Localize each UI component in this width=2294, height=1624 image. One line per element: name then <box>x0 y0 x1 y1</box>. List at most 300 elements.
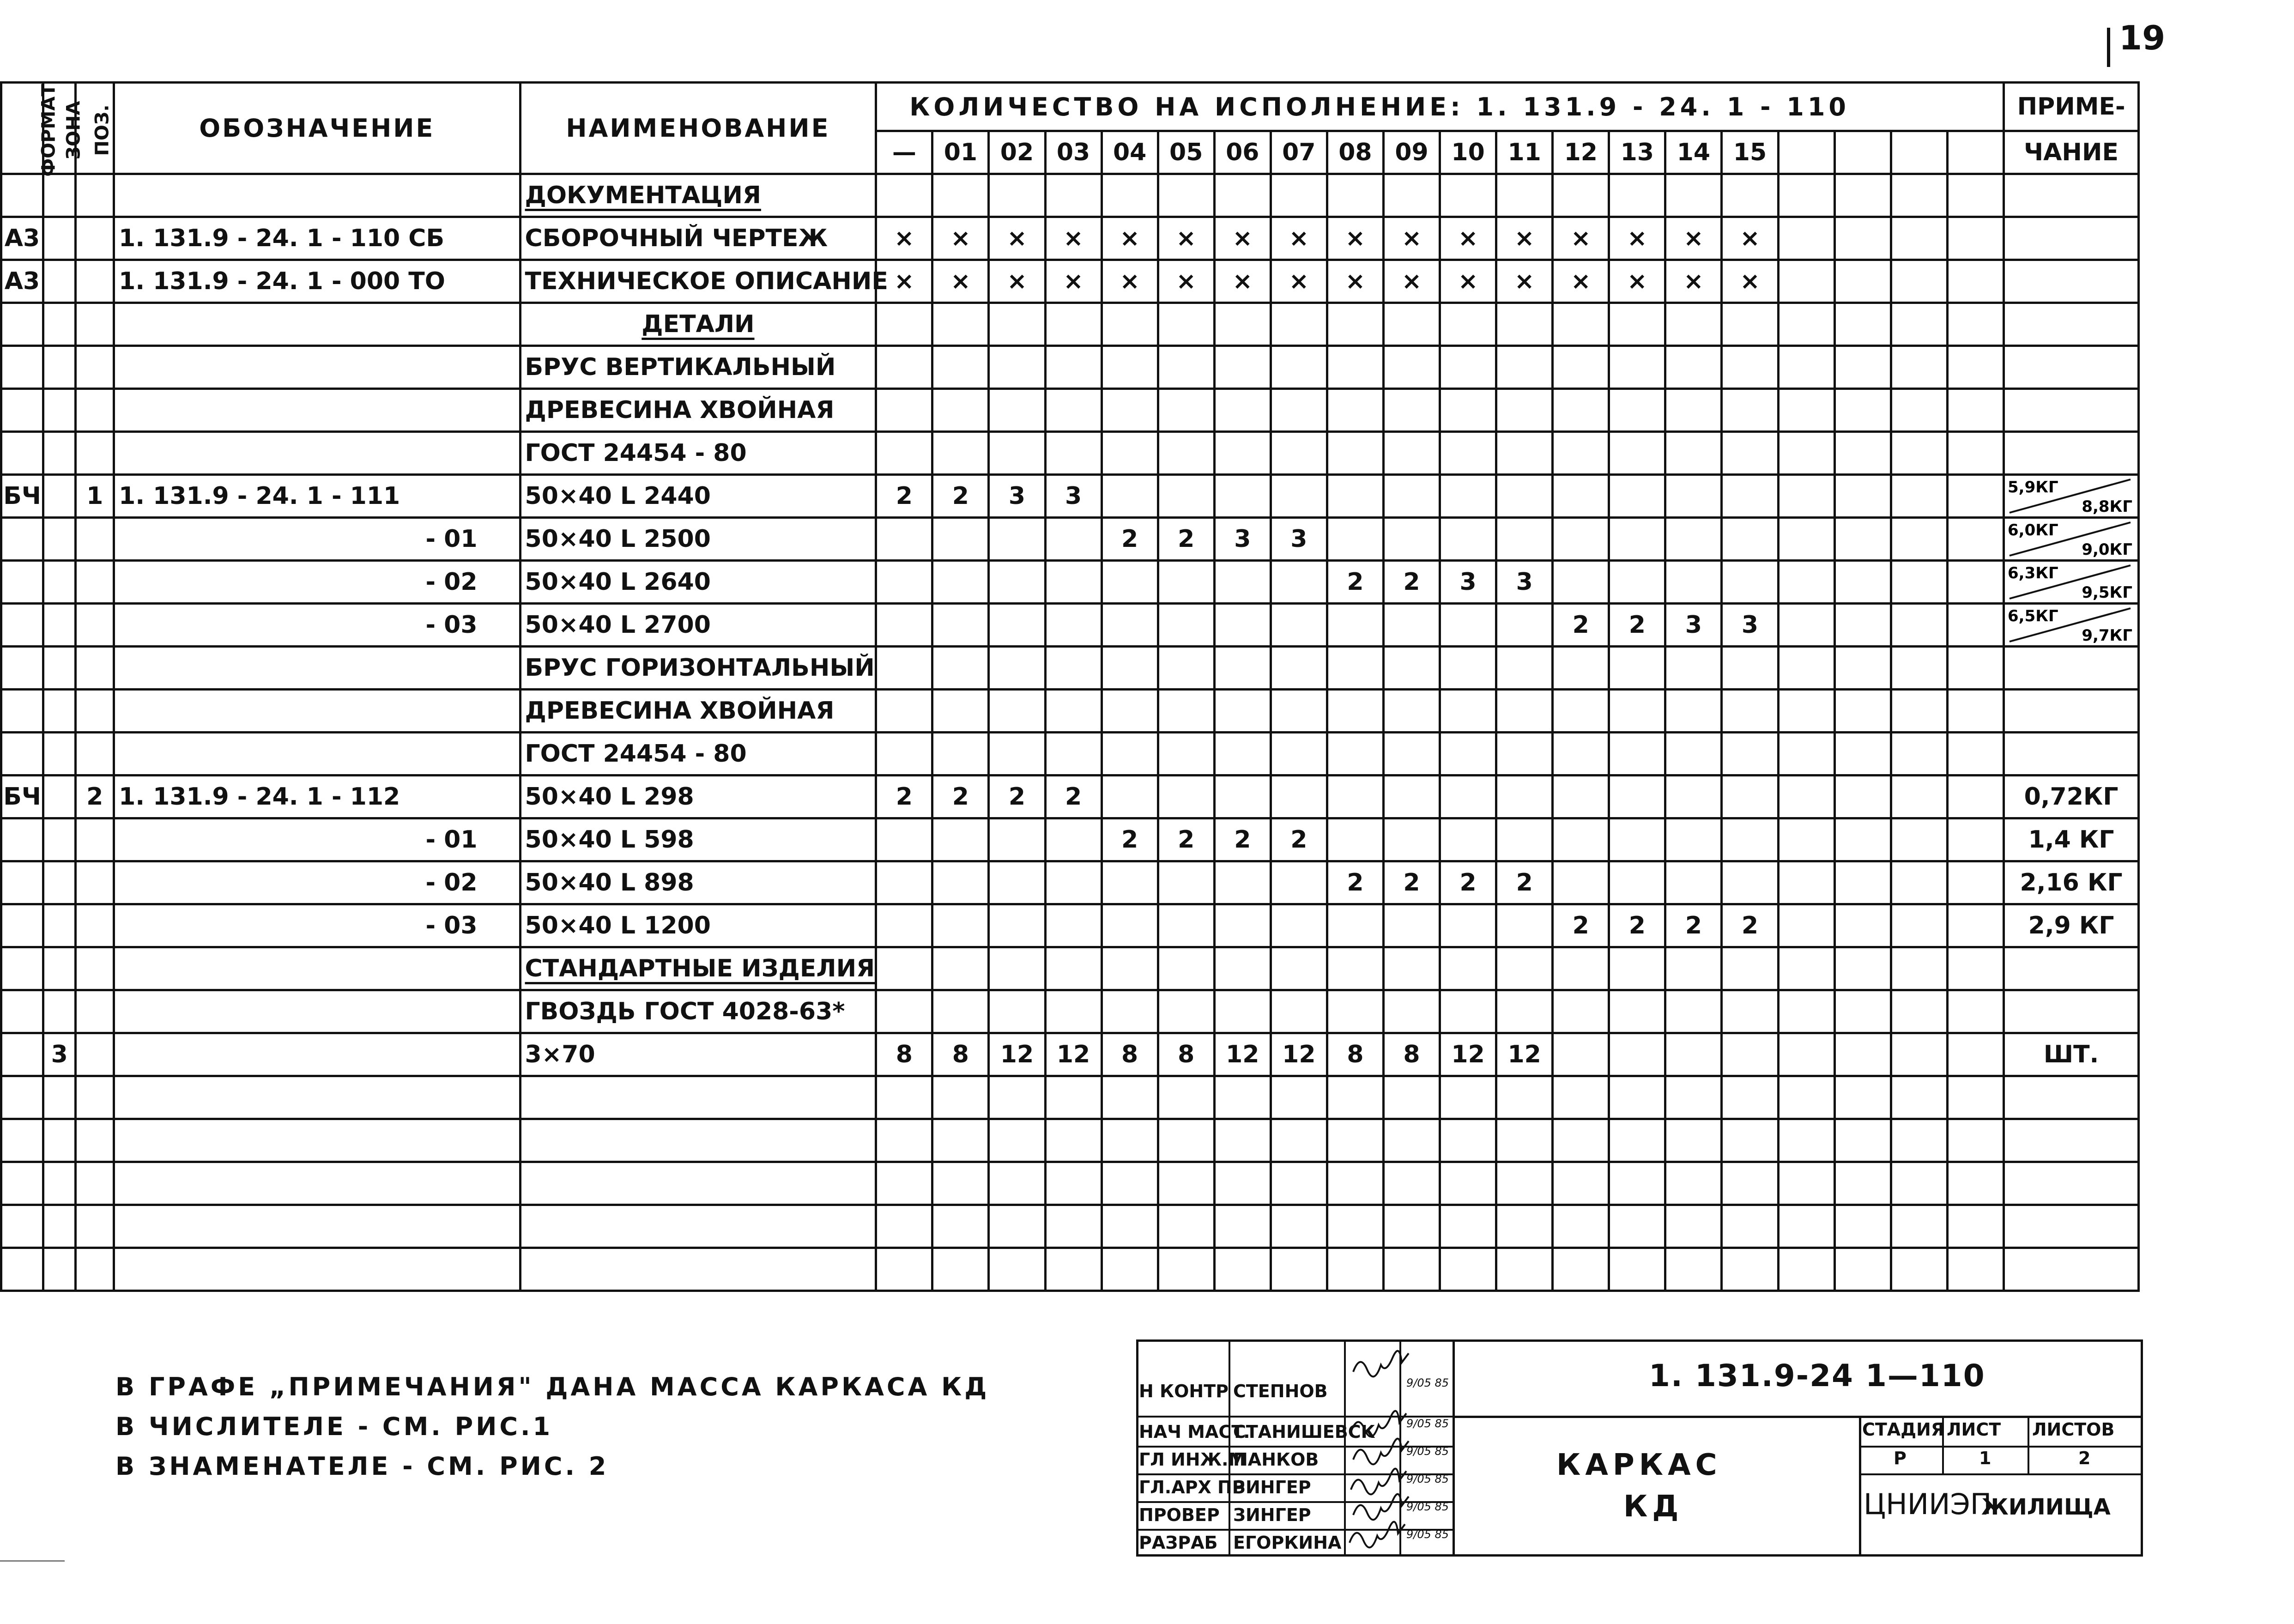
qty-cell <box>1327 346 1383 389</box>
qty-cell <box>1722 1119 1778 1162</box>
qty-cell <box>1947 776 2003 818</box>
qty-cell <box>1553 1162 1609 1205</box>
qty-cell <box>989 990 1045 1033</box>
qty-cell <box>1778 346 1834 389</box>
qty-cell <box>1778 1076 1834 1119</box>
qty-cell: × <box>1045 217 1102 260</box>
table-row <box>1 389 2139 432</box>
format-cell <box>1 1033 43 1076</box>
qty-cell <box>1271 475 1327 518</box>
weight-note-cell <box>2004 518 2139 561</box>
qty-cell <box>1665 690 1722 733</box>
qty-cell <box>1834 303 1891 346</box>
qty-cell <box>1271 389 1327 432</box>
qty-cell <box>1834 947 1891 990</box>
qty-cell <box>1214 604 1271 647</box>
note-cell <box>2004 647 2139 690</box>
table-row <box>1 260 2139 303</box>
name-cell <box>520 818 876 861</box>
qty-cell <box>1947 475 2003 518</box>
designation-cell <box>114 1033 520 1076</box>
qty-cell <box>1440 1162 1496 1205</box>
name-cell <box>520 733 876 776</box>
qty-cell <box>1947 389 2003 432</box>
qty-cell <box>1947 1162 2003 1205</box>
qty-cell <box>1609 518 1665 561</box>
qty-cell <box>1045 561 1102 604</box>
qty-cell <box>932 1248 989 1291</box>
qty-cell <box>1665 346 1722 389</box>
name-cell <box>520 861 876 904</box>
qty-cell <box>1722 776 1778 818</box>
format-cell <box>1 1162 43 1205</box>
qty-cell: × <box>1553 217 1609 260</box>
qty-cell <box>1045 346 1102 389</box>
qty-cell <box>1271 604 1327 647</box>
qty-cell <box>1327 389 1383 432</box>
designation-cell: 1. 131.9 - 24. 1 - 000 ТО <box>114 260 520 303</box>
qty-cell <box>1045 647 1102 690</box>
qty-cell <box>1440 389 1496 432</box>
qty-cell <box>989 904 1045 947</box>
note-cell <box>2004 260 2139 303</box>
format-cell <box>1 303 43 346</box>
qty-cell: 3 <box>1440 561 1496 604</box>
qty-cell: 3 <box>1496 561 1553 604</box>
name-text: 50×40 L 598 <box>525 826 694 854</box>
qty-cell <box>1778 818 1834 861</box>
variant-header <box>1891 131 1947 174</box>
pos-cell <box>76 389 114 432</box>
name-cell <box>520 389 876 432</box>
qty-cell <box>1214 776 1271 818</box>
zone-cell <box>43 518 76 561</box>
qty-cell <box>1665 1162 1722 1205</box>
qty-cell: 8 <box>1102 1033 1158 1076</box>
qty-cell <box>1722 990 1778 1033</box>
table-row <box>1 647 2139 690</box>
qty-cell: 3 <box>1045 475 1102 518</box>
pos-cell <box>76 518 114 561</box>
qty-cell <box>1834 475 1891 518</box>
qty-cell <box>1665 303 1722 346</box>
qty-cell <box>1214 1119 1271 1162</box>
name-cell <box>520 647 876 690</box>
qty-cell: 2 <box>1665 904 1722 947</box>
qty-cell <box>1440 303 1496 346</box>
qty-cell <box>1045 818 1102 861</box>
variant-header <box>1778 131 1834 174</box>
qty-cell <box>932 647 989 690</box>
qty-cell: × <box>1722 217 1778 260</box>
qty-cell <box>1327 647 1383 690</box>
qty-cell <box>1834 904 1891 947</box>
qty-cell <box>1891 475 1947 518</box>
qty-cell <box>1722 733 1778 776</box>
qty-cell <box>1553 733 1609 776</box>
qty-cell <box>1609 174 1665 217</box>
qty-cell <box>1496 1162 1553 1205</box>
qty-cell: × <box>1271 217 1327 260</box>
qty-cell <box>1947 346 2003 389</box>
pos-cell <box>76 1248 114 1291</box>
pos-cell <box>76 1162 114 1205</box>
qty-cell <box>1158 303 1214 346</box>
qty-cell <box>1045 1248 1102 1291</box>
qty-cell <box>1383 346 1440 389</box>
qty-cell <box>1102 733 1158 776</box>
qty-cell <box>1045 518 1102 561</box>
qty-cell <box>1383 690 1440 733</box>
qty-cell <box>1271 1076 1327 1119</box>
qty-cell <box>1214 1248 1271 1291</box>
qty-cell <box>1327 518 1383 561</box>
table-row <box>1 303 2139 346</box>
name-text: ГОСТ 24454 - 80 <box>525 439 747 467</box>
format-cell <box>1 174 43 217</box>
qty-cell <box>1778 561 1834 604</box>
qty-cell <box>1158 174 1214 217</box>
qty-cell <box>1271 1205 1327 1248</box>
note-line: В ГРАФЕ „ПРИМЕЧАНИЯ" ДАНА МАССА КАРКАСА КД <box>115 1372 990 1401</box>
pos-cell <box>76 861 114 904</box>
qty-cell <box>1214 432 1271 475</box>
qty-cell <box>1383 818 1440 861</box>
qty-cell <box>1158 990 1214 1033</box>
qty-cell <box>1214 947 1271 990</box>
qty-cell <box>1496 947 1553 990</box>
qty-cell <box>1158 776 1214 818</box>
qty-cell <box>1609 776 1665 818</box>
designation-cell: 1. 131.9 - 24. 1 - 110 СБ <box>114 217 520 260</box>
table-row <box>1 1033 2139 1076</box>
qty-cell <box>989 861 1045 904</box>
qty-cell <box>876 818 932 861</box>
designation-cell <box>114 174 520 217</box>
name-text: 50×40 L 898 <box>525 869 694 897</box>
qty-cell: × <box>876 217 932 260</box>
pos-cell <box>76 174 114 217</box>
qty-cell <box>1665 1076 1722 1119</box>
qty-cell <box>1440 1119 1496 1162</box>
stamp-date: 9/05 85 <box>1406 1528 1449 1541</box>
qty-cell <box>989 1119 1045 1162</box>
zone-cell <box>43 1076 76 1119</box>
specification-table <box>0 81 2140 1292</box>
pos-cell: 2 <box>76 776 114 818</box>
qty-cell <box>1102 861 1158 904</box>
qty-cell <box>932 604 989 647</box>
qty-cell <box>1158 1248 1214 1291</box>
qty-cell <box>1440 174 1496 217</box>
qty-cell <box>1271 947 1327 990</box>
qty-cell <box>1440 604 1496 647</box>
note-cell <box>2004 690 2139 733</box>
qty-cell <box>1947 904 2003 947</box>
qty-cell <box>1553 1119 1609 1162</box>
qty-cell <box>876 432 932 475</box>
format-cell: А3 <box>1 217 43 260</box>
qty-cell <box>1891 861 1947 904</box>
pos-cell <box>76 733 114 776</box>
name-text: 50×40 L 298 <box>525 783 694 811</box>
qty-cell <box>1553 389 1609 432</box>
qty-cell <box>1496 475 1553 518</box>
format-cell <box>1 818 43 861</box>
format-header <box>1 83 60 177</box>
qty-cell <box>989 389 1045 432</box>
qty-cell <box>989 432 1045 475</box>
qty-cell <box>1327 432 1383 475</box>
qty-cell <box>1947 1205 2003 1248</box>
qty-cell <box>1947 1248 2003 1291</box>
format-cell <box>1 346 43 389</box>
document-code: 1. 131.9-24 1—110 <box>1649 1358 1985 1394</box>
qty-cell <box>1045 432 1102 475</box>
qty-cell <box>1327 303 1383 346</box>
qty-cell <box>1891 217 1947 260</box>
qty-cell <box>1947 1033 2003 1076</box>
qty-cell <box>1158 475 1214 518</box>
qty-cell <box>989 561 1045 604</box>
zone-cell <box>43 174 76 217</box>
format-cell <box>1 947 43 990</box>
table-row <box>1 818 2139 861</box>
qty-cell <box>1665 1205 1722 1248</box>
pos-cell <box>76 1076 114 1119</box>
qty-cell: × <box>1440 260 1496 303</box>
page-number-divider <box>2107 28 2110 67</box>
format-cell <box>1 1076 43 1119</box>
zone-cell <box>43 1162 76 1205</box>
qty-cell <box>1496 518 1553 561</box>
qty-cell <box>1496 604 1553 647</box>
zone-cell <box>43 303 76 346</box>
qty-cell <box>876 990 932 1033</box>
qty-cell <box>989 1248 1045 1291</box>
qty-cell <box>1158 947 1214 990</box>
name-cell <box>520 217 876 260</box>
qty-cell <box>1834 174 1891 217</box>
note-cell <box>2004 1248 2139 1291</box>
qty-cell <box>876 604 932 647</box>
weight-numerator: 6,3КГ <box>2008 564 2058 582</box>
qty-cell: 8 <box>1158 1033 1214 1076</box>
qty-cell: × <box>1665 217 1722 260</box>
qty-cell <box>1665 389 1722 432</box>
pos-cell <box>76 1205 114 1248</box>
qty-cell: 8 <box>1327 1033 1383 1076</box>
qty-cell <box>1609 690 1665 733</box>
qty-cell <box>1214 733 1271 776</box>
variant-header: 13 <box>1609 131 1665 174</box>
qty-cell <box>1327 776 1383 818</box>
qty-cell <box>1891 647 1947 690</box>
note-cell <box>2004 1162 2139 1205</box>
qty-cell <box>1214 861 1271 904</box>
qty-cell: 2 <box>1440 861 1496 904</box>
qty-cell <box>1440 690 1496 733</box>
qty-cell: 3 <box>1722 604 1778 647</box>
qty-cell <box>1553 518 1609 561</box>
qty-cell <box>1496 1205 1553 1248</box>
qty-cell <box>1553 818 1609 861</box>
qty-cell <box>1722 1205 1778 1248</box>
qty-cell <box>1891 690 1947 733</box>
format-cell <box>1 518 43 561</box>
name-text: 50×40 L 2700 <box>525 611 711 639</box>
qty-cell <box>876 733 932 776</box>
qty-cell <box>1609 432 1665 475</box>
qty-cell <box>1834 518 1891 561</box>
qty-cell <box>932 1076 989 1119</box>
qty-cell <box>1440 818 1496 861</box>
qty-cell <box>1665 647 1722 690</box>
qty-cell: 2 <box>1158 518 1214 561</box>
qty-cell <box>1834 1205 1891 1248</box>
pos-cell <box>76 1119 114 1162</box>
format-cell: А3 <box>1 260 43 303</box>
note-line: В ЧИСЛИТЕЛЕ - СМ. РИС.1 <box>115 1412 553 1441</box>
qty-cell <box>1778 733 1834 776</box>
weight-note-cell <box>2004 475 2139 518</box>
qty-cell <box>1947 303 2003 346</box>
qty-cell <box>1271 303 1327 346</box>
qty-cell <box>1553 1076 1609 1119</box>
qty-cell <box>1609 561 1665 604</box>
designation-cell: - 03 <box>114 904 520 947</box>
qty-cell <box>1891 174 1947 217</box>
weight-denominator: 9,0КГ <box>2082 540 2133 559</box>
qty-cell <box>1778 604 1834 647</box>
qty-cell: × <box>1496 260 1553 303</box>
format-cell <box>1 733 43 776</box>
qty-cell <box>1778 1162 1834 1205</box>
qty-cell <box>1102 990 1158 1033</box>
qty-cell <box>1834 818 1891 861</box>
qty-cell: 2 <box>1609 604 1665 647</box>
qty-cell <box>1102 1248 1158 1291</box>
zone-cell <box>43 733 76 776</box>
zone-cell: 3 <box>43 1033 76 1076</box>
variant-header: 14 <box>1665 131 1722 174</box>
zone-cell <box>43 346 76 389</box>
qty-cell <box>876 1248 932 1291</box>
qty-cell <box>1383 432 1440 475</box>
qty-cell <box>1158 1205 1214 1248</box>
qty-cell <box>1553 1205 1609 1248</box>
organization-name-suffix: ЖИЛИЩА <box>1981 1494 2111 1520</box>
pos-cell <box>76 217 114 260</box>
qty-cell: × <box>1665 260 1722 303</box>
qty-cell: × <box>989 260 1045 303</box>
qty-cell <box>1778 1248 1834 1291</box>
qty-cell <box>1496 990 1553 1033</box>
qty-cell <box>1553 432 1609 475</box>
qty-cell <box>1327 604 1383 647</box>
qty-cell <box>1947 217 2003 260</box>
qty-cell: 8 <box>876 1033 932 1076</box>
qty-cell <box>1947 861 2003 904</box>
designation-cell <box>114 990 520 1033</box>
designation-cell <box>114 389 520 432</box>
designation-cell <box>114 303 520 346</box>
page-number: 19 <box>2119 18 2166 57</box>
qty-cell <box>1214 174 1271 217</box>
qty-cell <box>1496 904 1553 947</box>
pos-cell: 1 <box>76 475 114 518</box>
qty-cell <box>1665 432 1722 475</box>
stamp-date: 9/05 85 <box>1406 1500 1449 1513</box>
signature-scribble <box>1353 1439 1409 1465</box>
qty-cell <box>1778 947 1834 990</box>
qty-cell <box>1778 690 1834 733</box>
name-cell <box>520 904 876 947</box>
qty-cell <box>1158 733 1214 776</box>
qty-cell <box>1383 904 1440 947</box>
qty-cell <box>1214 904 1271 947</box>
qty-cell <box>1496 432 1553 475</box>
name-cell <box>520 990 876 1033</box>
qty-cell <box>1722 861 1778 904</box>
stamp-date: 9/05 85 <box>1406 1445 1449 1458</box>
qty-cell <box>1271 904 1327 947</box>
stage-label: СТАДИЯ <box>1862 1419 1945 1440</box>
qty-cell <box>1440 1076 1496 1119</box>
variant-header: 05 <box>1158 131 1214 174</box>
qty-cell <box>1891 518 1947 561</box>
designation-cell <box>114 1162 520 1205</box>
format-cell <box>1 690 43 733</box>
qty-cell <box>1440 475 1496 518</box>
zone-cell <box>43 1248 76 1291</box>
table-row <box>1 174 2139 217</box>
qty-cell <box>1102 647 1158 690</box>
qty-cell <box>1947 1119 2003 1162</box>
qty-cell <box>1214 561 1271 604</box>
name-text: 50×40 L 2500 <box>525 525 711 553</box>
qty-cell <box>1102 561 1158 604</box>
pos-header-label: ПОЗ. <box>91 104 113 156</box>
zone-cell <box>43 818 76 861</box>
note-cell <box>2004 389 2139 432</box>
qty-cell <box>1609 733 1665 776</box>
qty-cell: 2 <box>876 475 932 518</box>
qty-cell <box>1891 776 1947 818</box>
qty-cell <box>1778 904 1834 947</box>
designation-cell: - 01 <box>114 518 520 561</box>
qty-cell <box>932 690 989 733</box>
signature-scribble <box>1353 1351 1409 1377</box>
stamp-person: СТЕПНОВ <box>1233 1381 1328 1401</box>
zone-cell <box>43 647 76 690</box>
qty-cell <box>1722 1248 1778 1291</box>
pos-cell <box>76 561 114 604</box>
qty-cell <box>1665 1119 1722 1162</box>
qty-cell <box>1158 561 1214 604</box>
qty-cell <box>1102 604 1158 647</box>
format-cell <box>1 861 43 904</box>
qty-cell <box>1158 1162 1214 1205</box>
qty-cell <box>1158 904 1214 947</box>
qty-cell <box>1947 647 2003 690</box>
qty-cell <box>1102 432 1158 475</box>
sheet-value: 1 <box>1979 1448 1991 1468</box>
qty-cell <box>1947 260 2003 303</box>
qty-cell <box>1553 990 1609 1033</box>
qty-cell <box>1947 690 2003 733</box>
qty-cell <box>932 346 989 389</box>
